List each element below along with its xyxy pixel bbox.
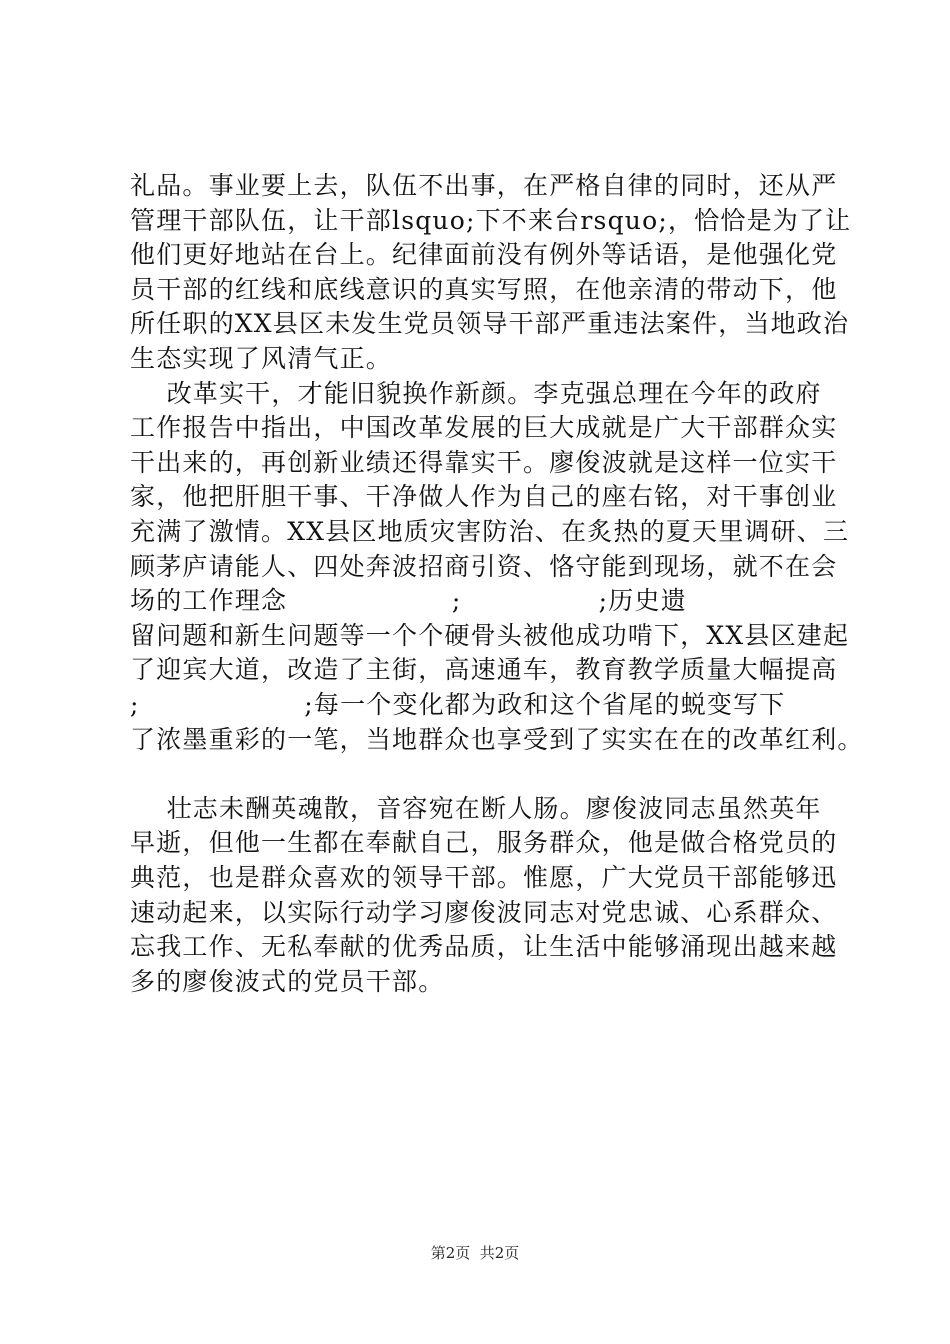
- text-line: 家，他把肝胆干事、干净做人作为自己的座右铭，对干事创业: [130, 482, 838, 512]
- text-line: 改革实干，才能旧貌换作新颜。李克强总理在今年的政府: [130, 378, 822, 408]
- text-line: 充满了激情。XX县区地质灾害防治、在炙热的夏天里调研、三: [130, 517, 850, 546]
- text-line: 了迎宾大道，改造了主街，高速通车，教育教学质量大幅提高: [130, 655, 838, 685]
- text-line: 管理干部队伍，让干部lsquo;下不来台rsquo;，恰恰是为了让: [130, 205, 852, 235]
- page-footer: 第2页 共2页: [430, 1244, 520, 1262]
- text-line: 速动起来，以实际行动学习廖俊波同志对党忠诚、心系群众、: [130, 897, 838, 927]
- text-line: 员干部的红线和底线意识的真实写照，在他亲清的带动下，他: [130, 274, 838, 304]
- text-line: 多的廖俊波式的党员干部。: [130, 966, 445, 996]
- text-line: 工作报告中指出，中国改革发展的巨大成就是广大干部群众实: [130, 413, 838, 443]
- text-line: 忘我工作、无私奉献的优秀品质，让生活中能够涌现出越来越: [130, 932, 838, 962]
- text-line: 留问题和新生问题等一个个硬骨头被他成功啃下，XX县区建起: [130, 620, 850, 650]
- text-line: 干出来的，再创新业绩还得靠实干。廖俊波就是这样一位实干: [130, 447, 838, 477]
- text-line: 典范，也是群众喜欢的领导干部。惟愿，广大党员干部能够迅: [130, 863, 838, 892]
- text-line: 顾茅庐请能人、四处奔波招商引资、恪守能到现场，就不在会: [130, 551, 838, 581]
- text-line: ; ;每一个变化都为政和这个省尾的蜕变写下: [130, 690, 786, 719]
- text-line: 所任职的XX县区未发生党员领导干部严重违法案件，当地政治: [130, 309, 850, 339]
- text-line: 场的工作理念 ; ;历史遗: [130, 586, 687, 616]
- text-line: 生态实现了风清气正。: [130, 344, 393, 373]
- text-line: 壮志未酬英魂散，音容宛在断人肠。廖俊波同志虽然英年: [130, 793, 822, 823]
- text-line: 礼品。事业要上去，队伍不出事，在严格自律的同时，还从严: [130, 171, 838, 200]
- text-line: 他们更好地站在台上。纪律面前没有例外等话语，是他强化党: [130, 240, 838, 270]
- text-line: 了浓墨重彩的一笔，当地群众也享受到了实实在在的改革红利。: [130, 724, 864, 754]
- text-line: 早逝，但他一生都在奉献自己，服务群众，他是做合格党员的: [130, 828, 838, 858]
